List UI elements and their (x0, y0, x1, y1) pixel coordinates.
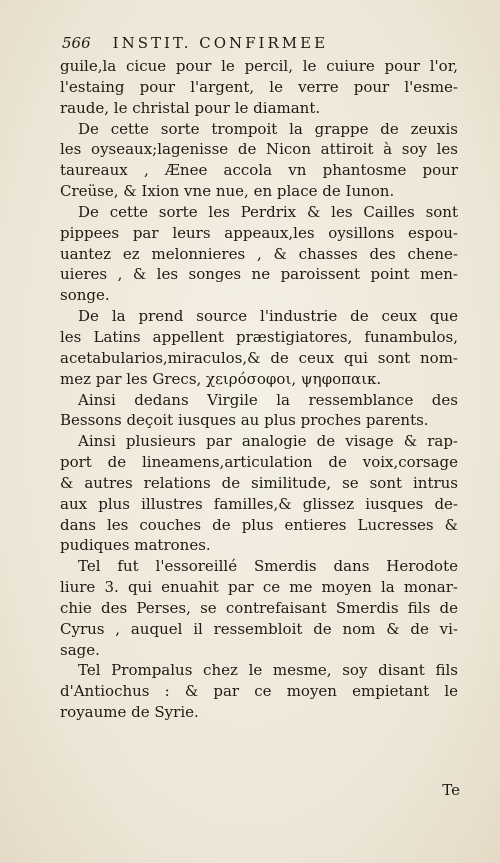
body-text (60, 56, 458, 723)
text-line: les Latins appellent præstigiatores, funambulos, (60, 327, 458, 346)
page-header (62, 34, 462, 52)
text-line: uantez ez melonnieres , & chasses des chene- (60, 244, 458, 263)
paragraph (60, 660, 458, 723)
text-line: pudiques matrones. (60, 536, 211, 555)
text-line: liure 3. qui enuahit par ce me moyen la monar- (60, 578, 458, 597)
paragraph (60, 56, 458, 119)
text-line: uieres , & les songes ne paroissent point men- (60, 265, 458, 284)
text-line: sage. (60, 640, 100, 659)
text-line: royaume de Syrie. (60, 703, 199, 722)
text-line: Ainsi plusieurs par analogie de visage & rap- (78, 432, 458, 451)
text-line: Tel fut l'essoreillé Smerdis dans Herodote (78, 557, 458, 576)
text-line: mez par les Grecs, χειρόσοφοι, ψηφοπαικ. (60, 369, 382, 388)
text-line: Ainsi dedans Virgile la ressemblance des (78, 390, 458, 409)
text-line: acetabularios,miraculos,& de ceux qui sont nom- (60, 348, 458, 367)
text-line: pippees par leurs appeaux,les oysillons espou- (60, 223, 458, 242)
catchword: Te (442, 781, 460, 799)
paragraph (60, 202, 458, 306)
text-line: Cyrus , auquel il ressembloit de nom & de vi- (60, 619, 458, 638)
text-line: d'Antiochus : & par ce moyen empietant le (60, 682, 458, 701)
text-line: aux plus illustres familles,& glissez iusques de- (60, 494, 458, 513)
text-line: De cette sorte trompoit la grappe de zeuxis (78, 119, 458, 138)
text-line: dans les couches de plus entieres Lucresses & (60, 515, 458, 534)
running-title: INSTIT. CONFIRMEE (112, 34, 329, 52)
text-line: De la prend source l'industrie de ceux que (78, 307, 458, 326)
text-line: Creüse, & Ixion vne nue, en place de Iunon. (60, 182, 395, 201)
paragraph (60, 431, 458, 556)
paragraph (60, 119, 458, 202)
text-line: taureaux , Ænee accola vn phantosme pour (60, 161, 458, 180)
text-line: les oyseaux;lagenisse de Nicon attiroit à soy les (60, 140, 458, 159)
text-line: De cette sorte les Perdrix & les Cailles sont (78, 202, 458, 221)
paragraph (60, 556, 458, 660)
paragraph (60, 306, 458, 389)
text-line: l'estaing pour l'argent, le verre pour l'esme- (60, 77, 458, 96)
text-line: raude, le christal pour le diamant. (60, 98, 321, 117)
text-line: guile,la cicue pour le percil, le cuiure pour l'or, (60, 57, 458, 75)
text-line: port de lineamens,articulation de voix,corsage (60, 453, 458, 472)
text-line: songe. (60, 286, 110, 305)
text-line: Tel Prompalus chez le mesme, soy disant fils (78, 661, 458, 680)
text-line: & autres relations de similitude, se sont intrus (60, 473, 458, 492)
paragraph (60, 390, 458, 432)
text-line: chie des Perses, se contrefaisant Smerdis fils de (60, 598, 458, 617)
folio-number: 566 (62, 34, 91, 52)
text-line: Bessons deçoit iusques au plus proches parents. (60, 411, 429, 430)
